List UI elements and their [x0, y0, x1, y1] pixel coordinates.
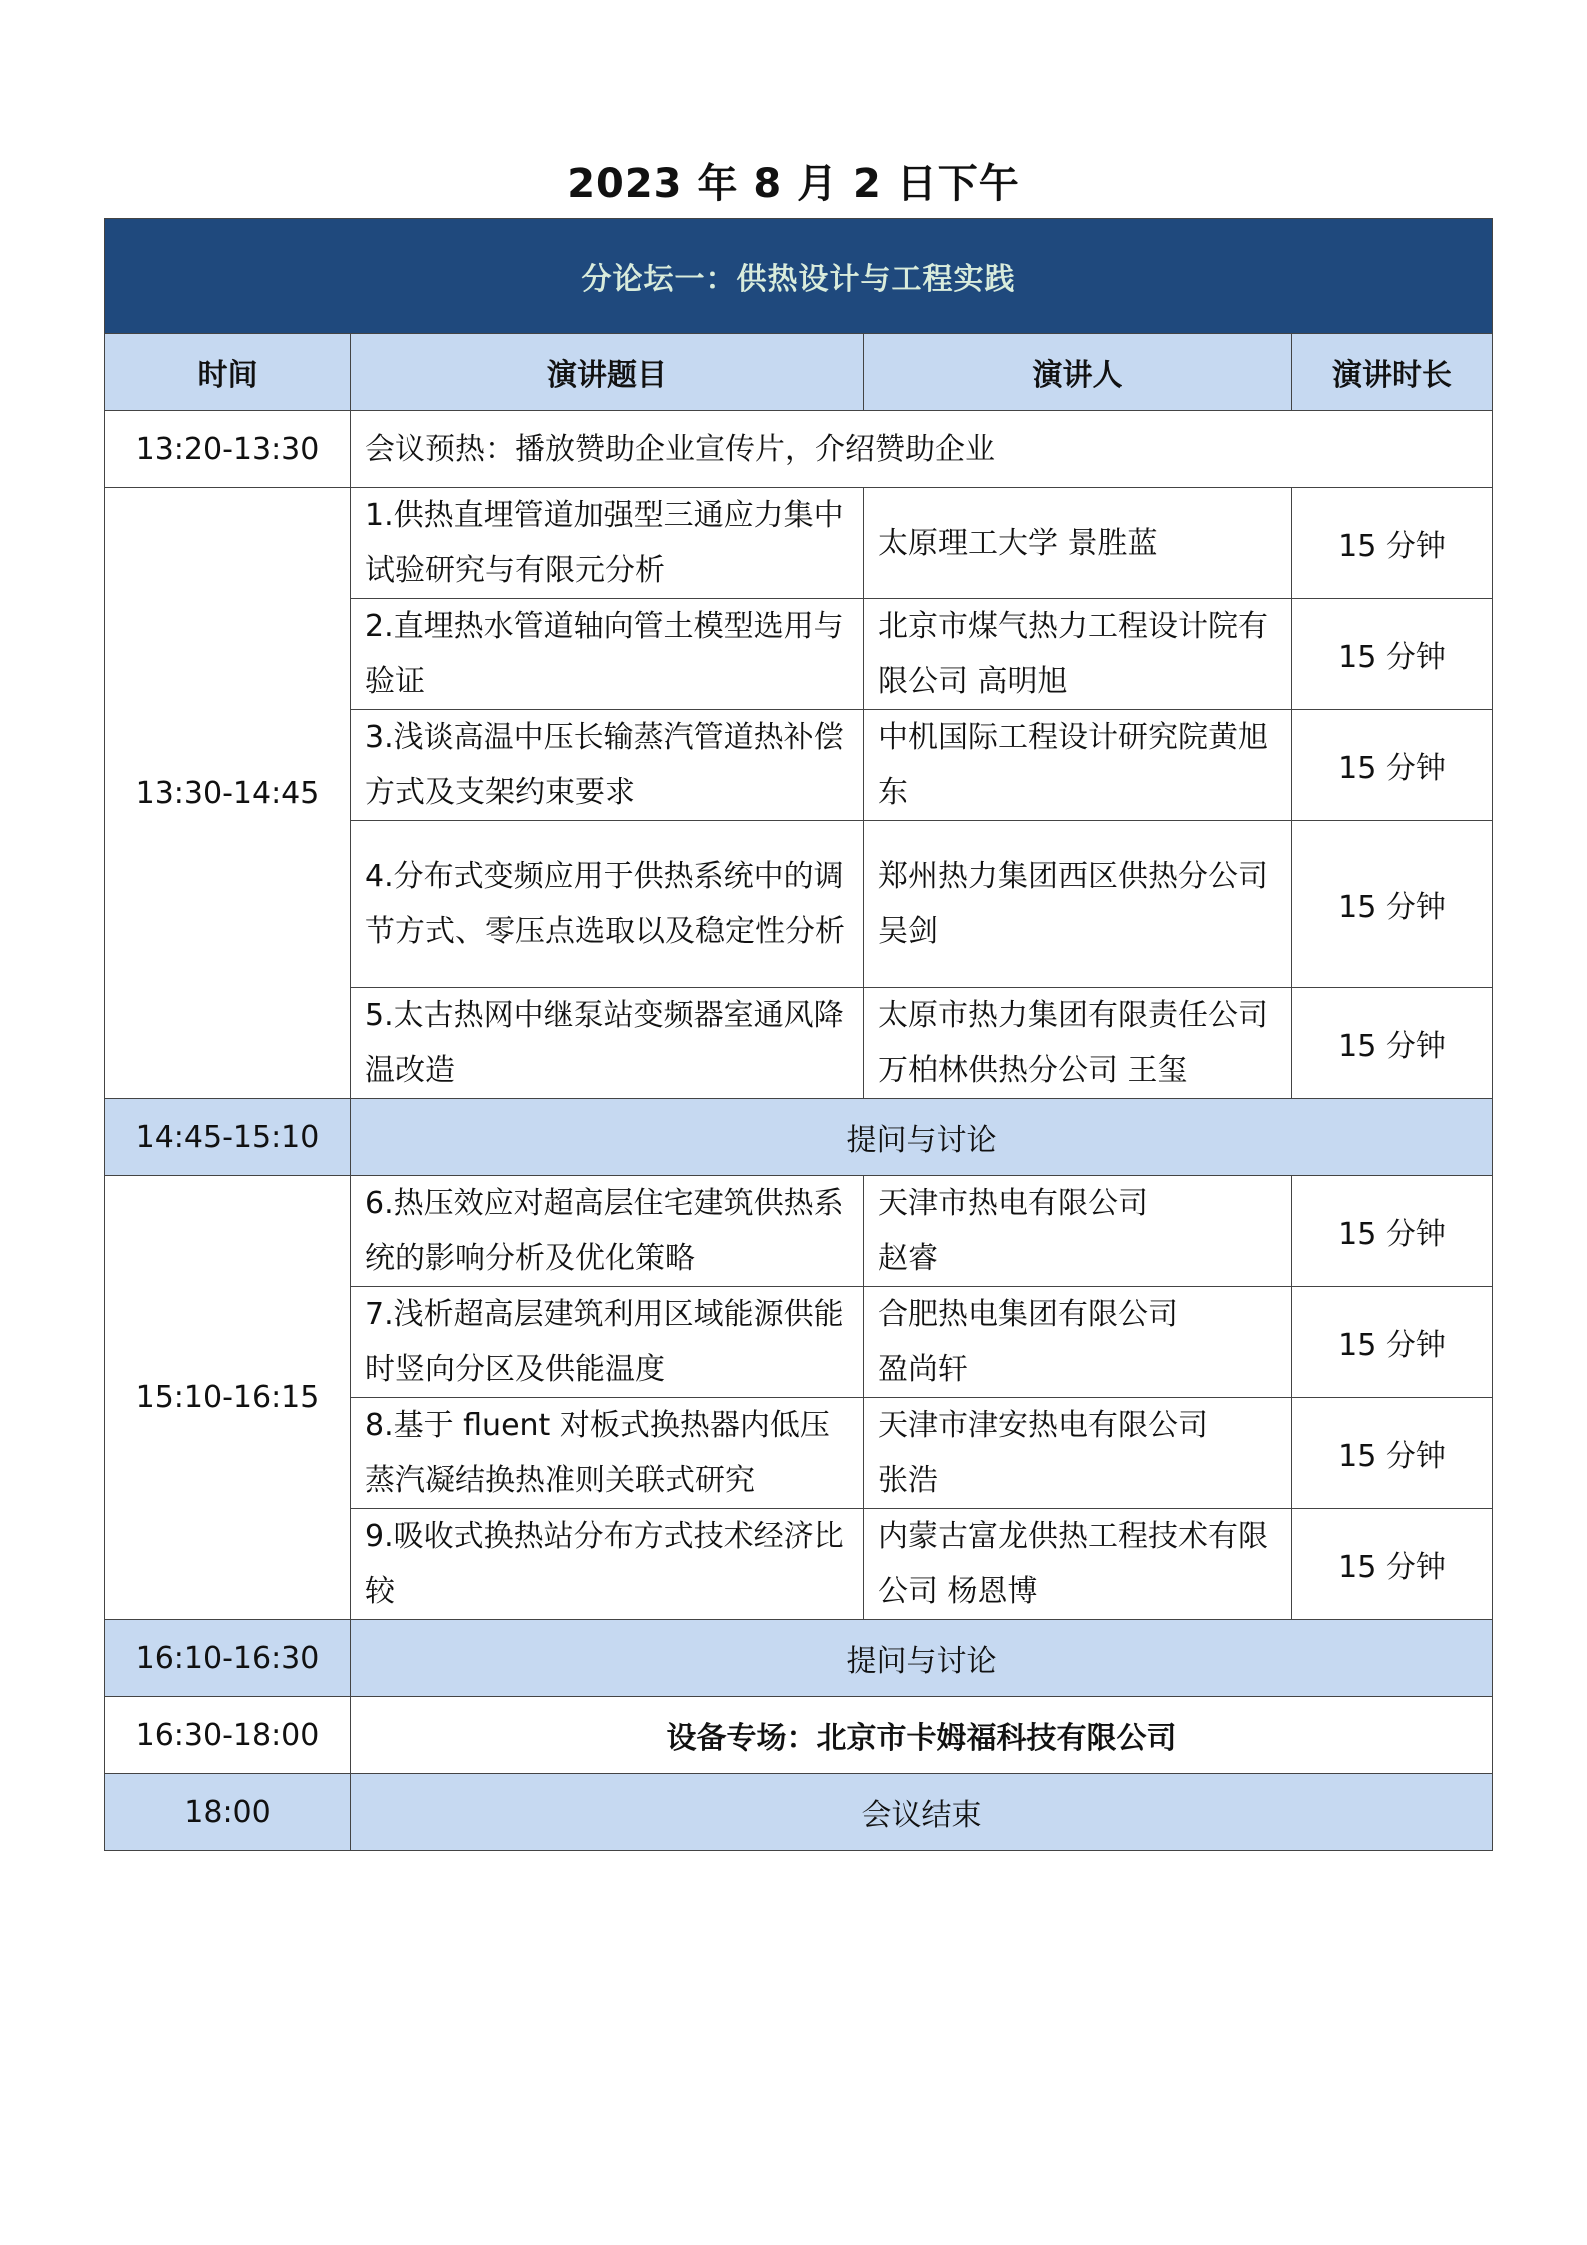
talk-duration: 15 分钟	[1292, 710, 1493, 821]
talk-topic: 9.吸收式换热站分布方式技术经济比较	[351, 1509, 864, 1620]
schedule-table	[104, 218, 1493, 1851]
talk-speaker: 中机国际工程设计研究院黄旭东	[864, 710, 1292, 821]
talk-duration: 15 分钟	[1292, 488, 1493, 599]
header-speaker: 演讲人	[864, 334, 1292, 411]
header-duration: 演讲时长	[1292, 334, 1493, 411]
header-time: 时间	[105, 334, 351, 411]
opening-time: 13:20-13:30	[105, 411, 351, 488]
talk-speaker: 内蒙古富龙供热工程技术有限公司 杨恩博	[864, 1509, 1292, 1620]
talk-duration: 15 分钟	[1292, 821, 1493, 988]
qa1-time: 14:45-15:10	[105, 1099, 351, 1176]
talk-speaker: 太原理工大学 景胜蓝	[864, 488, 1292, 599]
session1-time: 13:30-14:45	[105, 488, 351, 1099]
closing-time: 18:00	[105, 1774, 351, 1851]
talk-speaker	[864, 1398, 1292, 1509]
closing-row	[105, 1774, 1493, 1851]
speaker-name: 盈尚轩	[878, 1352, 968, 1387]
speaker-org: 天津市热电有限公司	[878, 1186, 1148, 1221]
talk-speaker: 北京市煤气热力工程设计院有限公司 高明旭	[864, 599, 1292, 710]
equipment-time: 16:30-18:00	[105, 1697, 351, 1774]
speaker-name: 赵睿	[878, 1241, 938, 1276]
speaker-org: 天津市津安热电有限公司	[878, 1408, 1208, 1443]
qa-row	[105, 1099, 1493, 1176]
speaker-name: 张浩	[878, 1463, 938, 1498]
talk-topic: 5.太古热网中继泵站变频器室通风降温改造	[351, 988, 864, 1099]
talk-topic: 2.直埋热水管道轴向管土模型选用与验证	[351, 599, 864, 710]
talk-topic: 8.基于 fluent 对板式换热器内低压蒸汽凝结换热准则关联式研究	[351, 1398, 864, 1509]
talk-speaker: 太原市热力集团有限责任公司万柏林供热分公司 王玺	[864, 988, 1292, 1099]
qa-row	[105, 1620, 1493, 1697]
table-row	[105, 488, 1493, 599]
opening-row	[105, 411, 1493, 488]
equipment-text: 设备专场：北京市卡姆福科技有限公司	[351, 1697, 1493, 1774]
qa2-text: 提问与讨论	[351, 1620, 1493, 1697]
talk-duration: 15 分钟	[1292, 1287, 1493, 1398]
session2-time: 15:10-16:15	[105, 1176, 351, 1620]
speaker-org: 合肥热电集团有限公司	[878, 1297, 1178, 1332]
talk-topic: 3.浅谈高温中压长输蒸汽管道热补偿方式及支架约束要求	[351, 710, 864, 821]
talk-duration: 15 分钟	[1292, 599, 1493, 710]
table-row	[105, 1176, 1493, 1287]
talk-topic: 1.供热直埋管道加强型三通应力集中试验研究与有限元分析	[351, 488, 864, 599]
closing-text: 会议结束	[351, 1774, 1493, 1851]
header-topic: 演讲题目	[351, 334, 864, 411]
table-header-row	[105, 334, 1493, 411]
equipment-row	[105, 1697, 1493, 1774]
opening-text: 会议预热：播放赞助企业宣传片，介绍赞助企业	[351, 411, 1493, 488]
talk-duration: 15 分钟	[1292, 988, 1493, 1099]
talk-duration: 15 分钟	[1292, 1176, 1493, 1287]
talk-topic: 4.分布式变频应用于供热系统中的调节方式、零压点选取以及稳定性分析	[351, 821, 864, 988]
talk-speaker	[864, 1287, 1292, 1398]
talk-speaker: 郑州热力集团西区供热分公司 吴剑	[864, 821, 1292, 988]
talk-duration: 15 分钟	[1292, 1509, 1493, 1620]
talk-duration: 15 分钟	[1292, 1398, 1493, 1509]
page-title: 2023 年 8 月 2 日下午	[567, 161, 1020, 207]
talk-speaker	[864, 1176, 1292, 1287]
talk-topic: 6.热压效应对超高层住宅建筑供热系统的影响分析及优化策略	[351, 1176, 864, 1287]
talk-topic: 7.浅析超高层建筑利用区域能源供能时竖向分区及供能温度	[351, 1287, 864, 1398]
qa2-time: 16:10-16:30	[105, 1620, 351, 1697]
qa1-text: 提问与讨论	[351, 1099, 1493, 1176]
forum-title: 分论坛一：供热设计与工程实践	[105, 219, 1493, 334]
